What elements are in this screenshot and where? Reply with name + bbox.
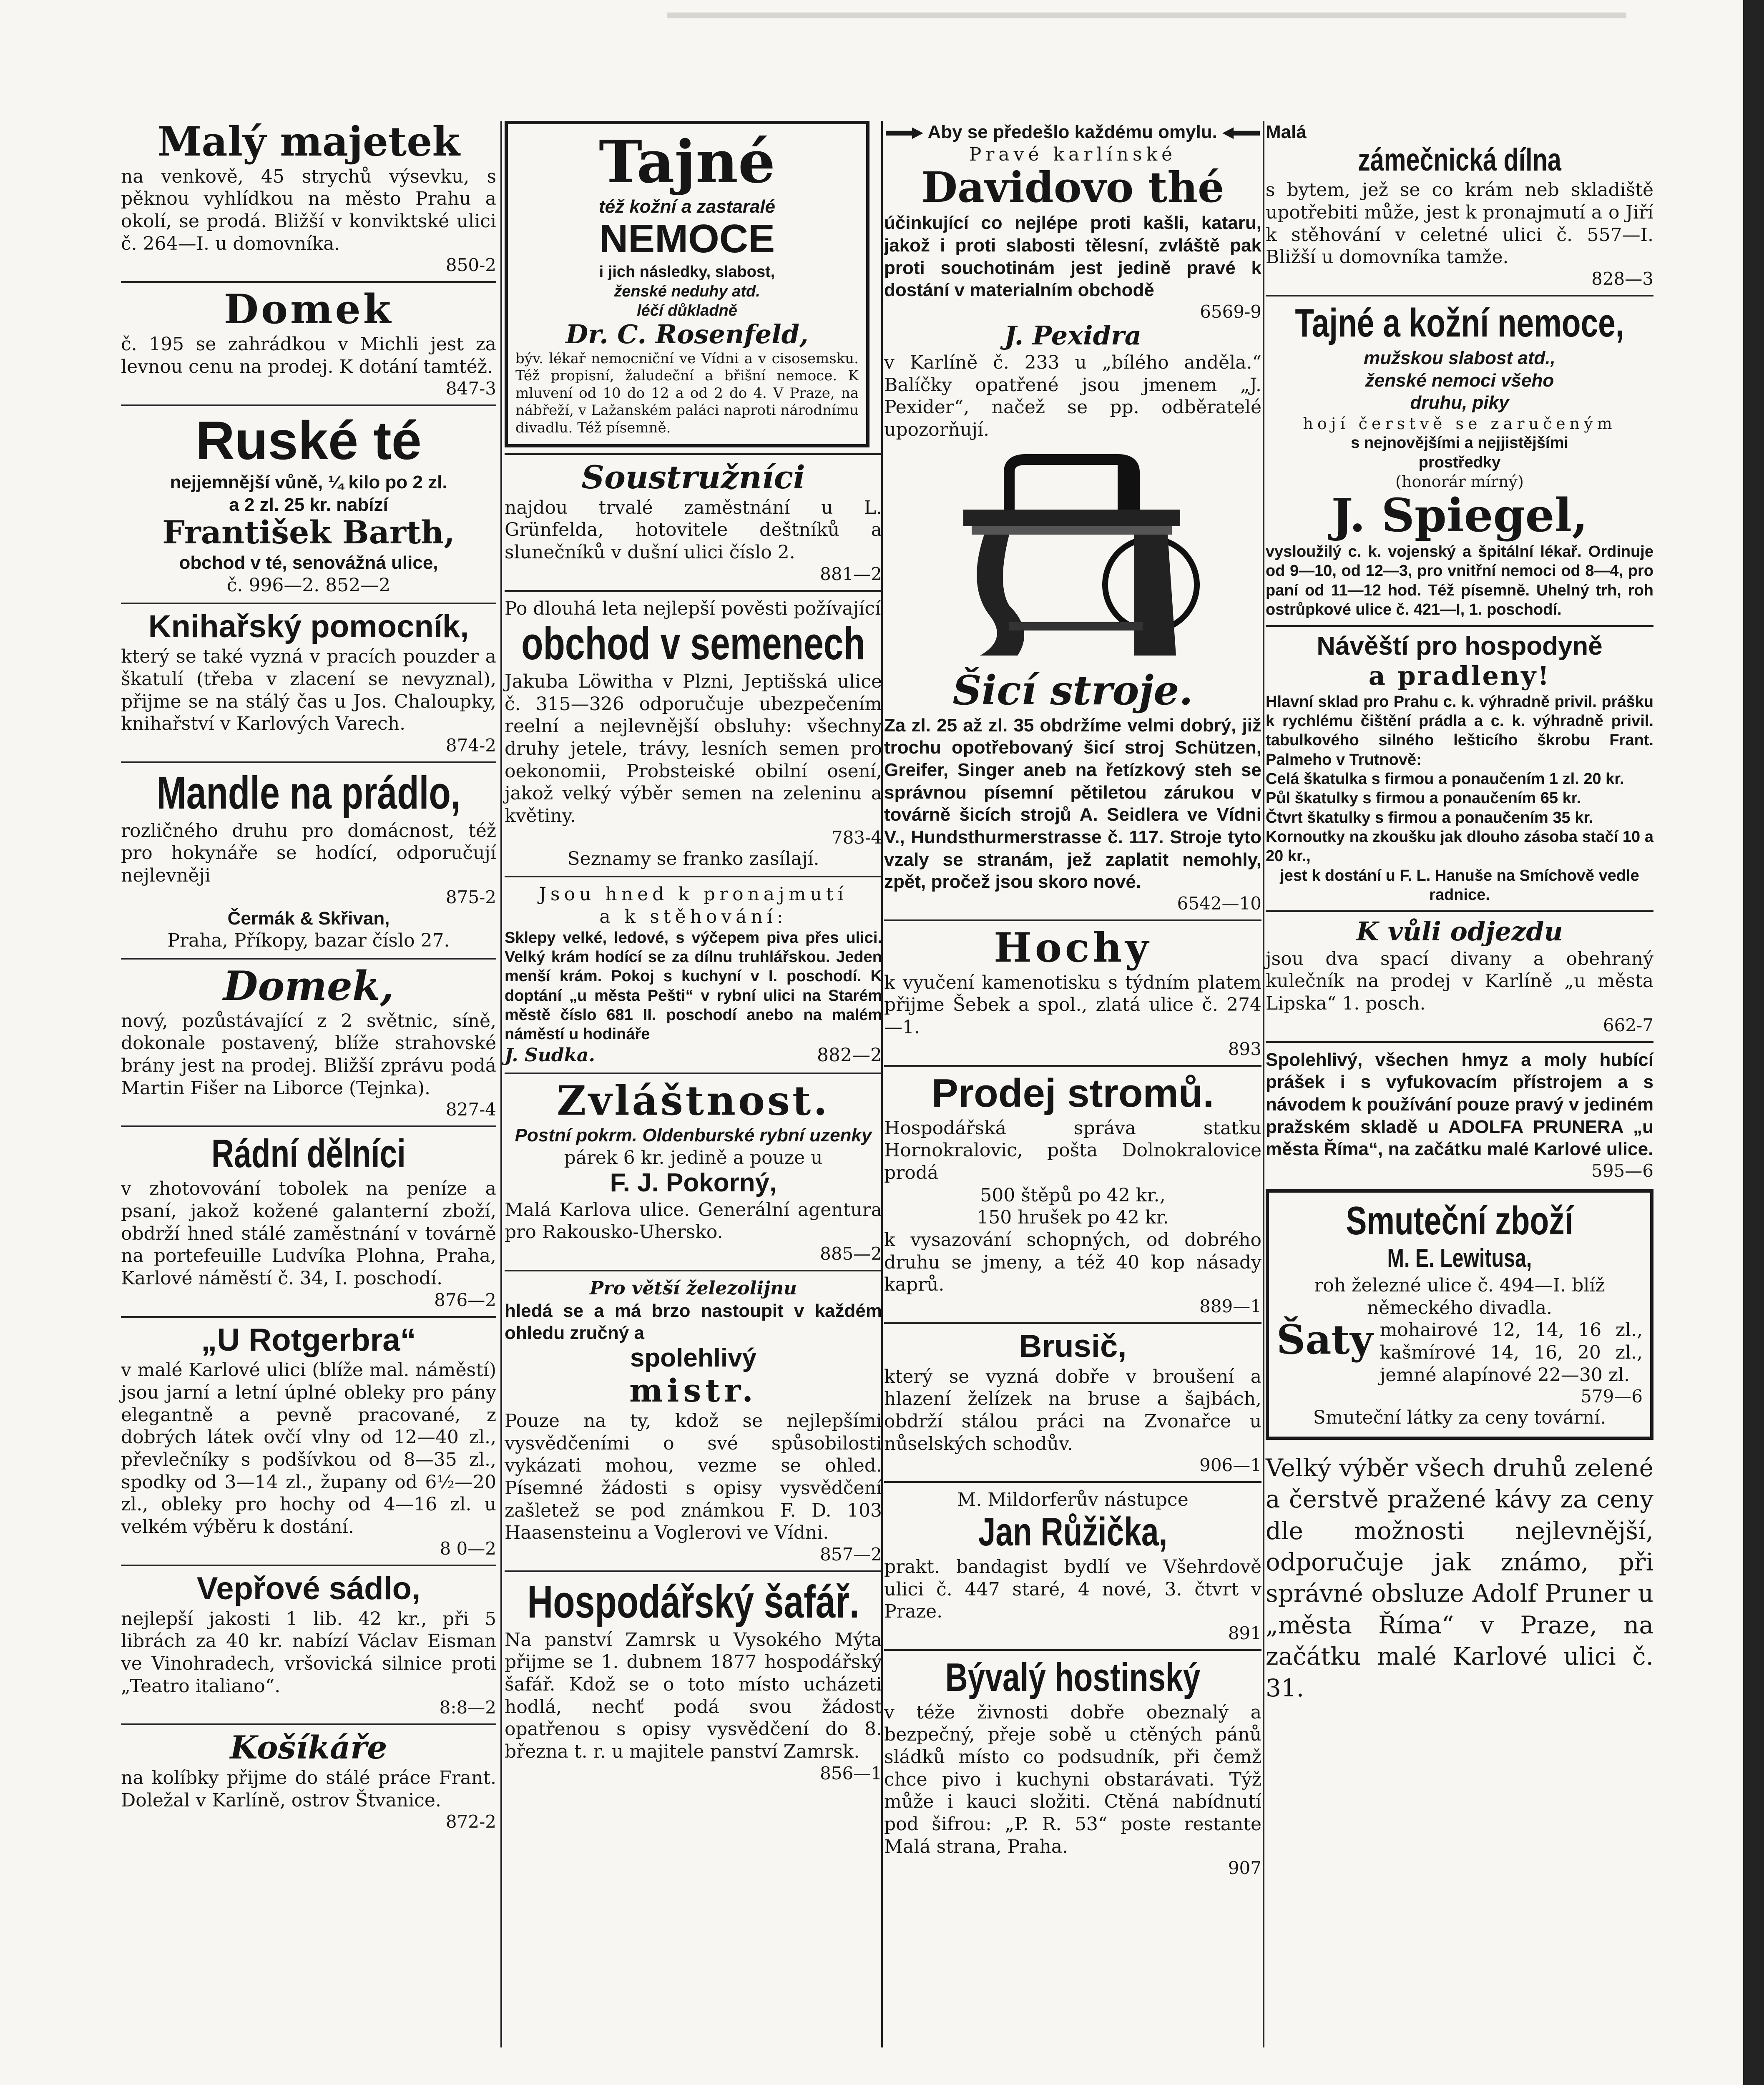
ad-text: Sklepy velké, ledové, s výčepem piva přes ulici. Velký krám hodící se za dílnu truhlářskou. Jeden menší krám. Pokoj s kuchyní v I. poschodí. K doptání „u města Pešti“ v rybní ulici na Starém městě číslo 681 II. poschodí anebo na malém náměstí u hodináře	[505, 929, 882, 1043]
ad-line	[505, 1044, 882, 1067]
ad-domek	[121, 286, 496, 399]
ad-text: Za zl. 25 až zl. 35 obdržíme velmi dobrý, již trochu opotřebovaný šicí stroj Schützen, Greifer, Singer aneb na řetízkový steh se správnou písemní pětiletou zárukou v továrně šicích strojů A. Seidlera ve Vídni V., Hundsthurmerstrasse č. 117. Stroje tyto vzaly se stranám, jež zaplatit nemohly, zpět, pročež jsou skoro nové.	[884, 715, 1261, 892]
scan-edge	[1743, 0, 1764, 2085]
ad-text: prakt. bandagist bydlí ve Všehrdově ulici č. 447 staré, 4 nové, 3. čtvrt v Praze.	[884, 1556, 1261, 1623]
ad-line: Smuteční látky za ceny tovární.	[1313, 1407, 1606, 1429]
divider	[121, 603, 496, 604]
ad-text: Na panství Zamrsk u Vysokého Mýta přijme se 1. dubnem 1877 hospodářský šafář. Kdož se o toto místo ucházeti hodlá, nechť podá svou žádost opatřenou s opisy vysvědčení do 8. března t. r. u majitele panství Zamrsk.	[505, 1629, 882, 1762]
ad-text: najdou trvalé zaměstnání u L. Grünfelda, hotovitele deštníků a slunečníků v dušní ulici číslo 2.	[505, 497, 882, 563]
ad-pronajmuti	[505, 883, 882, 1066]
ad-heading: Malý majetek	[157, 118, 460, 165]
ad-text: párek 6 kr. jedině a pouze u	[564, 1147, 823, 1168]
ad-number: 881—2	[820, 563, 882, 584]
pointing-hand-icon	[1222, 127, 1260, 139]
ad-text: účinkující co nejlépe proti kašli, kataru, jakož i proti slabosti tělesní, zvláště pak proti souchotinám jest jedině pravé k dostání v materialním obchodě	[884, 213, 1261, 301]
ad-address: č. 996—2.	[226, 574, 320, 596]
ad-subheading: M. E. Lewitusa,	[1387, 1243, 1532, 1273]
divider	[121, 1723, 496, 1725]
ad-heading: Košíkáře	[230, 1729, 387, 1766]
ad-line	[884, 121, 1261, 143]
ad-heading: Šicí stroje.	[952, 666, 1193, 714]
ad-heading: mistr.	[629, 1372, 757, 1409]
divider	[1266, 910, 1653, 912]
ad-tajne-nemoce	[505, 121, 869, 447]
ad-firm: Čermák & Skřivan,	[227, 908, 390, 929]
sewing-machine-icon	[884, 447, 1261, 664]
ad-line: hojí čerstvě se zaručeným	[1303, 414, 1616, 433]
ad-number: 828—3	[1591, 269, 1653, 289]
ad-number: 6542—10	[1177, 893, 1261, 914]
ad-number: 885—2	[820, 1243, 882, 1264]
ad-line-text: Aby se předešlo každému omylu.	[927, 122, 1217, 142]
ad-heading: Jan Růžička,	[978, 1510, 1168, 1555]
divider	[505, 453, 882, 455]
ad-text: v malé Karlové ulici (blíže mal. náměstí) jsou jarní a letní úplné obleky pro pány elegantně a pevně pracované, z dobrých látek ovčí vlny od 12—40 zl., převlečníky s podšívkou od 8—35 zl., spodky od 3—14 zl., župany od 6½—20 zl., obleky pro hochy od 4—16 zl. u velkém výběru k dostání.	[121, 1359, 496, 1538]
ad-text: na kolíbky přijme do stálé práce Frant. Doležal v Karlíně, ostrov Štvanice.	[121, 1767, 496, 1811]
ad-number: 852—2	[325, 574, 391, 596]
ad-text: v téže živnosti dobře obeznalý a bezpečný, přeje sobě u ctěných pánů sládků místo co podsudník, při čemž chce pivo i kuchyni obstarávati. Týž může i kauci složiti. Ctěná nabídnutí pod šifrou: „P. R. 53“ poste restante Malá strana, Praha.	[884, 1701, 1261, 1857]
ad-veprove-sadlo	[121, 1572, 496, 1718]
ad-zamecnicka-dilna	[1266, 121, 1653, 289]
ad-line: nejjemnější vůně, ¼ kilo po 2 zl.	[170, 472, 447, 493]
ad-kosikare	[121, 1731, 496, 1832]
ad-rotgerbr	[121, 1324, 496, 1559]
ad-prodej-stromu	[884, 1070, 1261, 1316]
ad-number: 875-2	[445, 887, 496, 907]
ad-subheading: J. Pexidra	[1004, 320, 1141, 351]
ad-number: 595—6	[1591, 1160, 1653, 1181]
ad-text: k vyučení kamenotisku s týdním platem přijme Šebek a spol., zlatá ulice č. 274—1.	[884, 972, 1261, 1038]
ad-byvaly-hostinsky	[884, 1657, 1261, 1879]
ad-text: jsou dva spací divany a obehraný kulečník na prodej v Karlíně „u města Lipska“ 1. posch.	[1266, 948, 1653, 1014]
sewing-machine-illustration	[884, 447, 1261, 664]
ad-line: prostředky	[1418, 453, 1501, 471]
ad-heading: Domek	[224, 286, 394, 333]
divider	[121, 1565, 496, 1566]
ad-number: 847-3	[445, 378, 496, 399]
ad-line: a k stěhování:	[599, 906, 787, 928]
divider	[505, 876, 882, 877]
ad-number: 579—6	[1581, 1386, 1643, 1407]
ad-heading: Mandle na prádlo,	[156, 767, 461, 819]
ad-number: 872-2	[445, 1811, 496, 1832]
ad-text: hledá se a má brzo nastoupit v každém ohledu zručný a	[505, 1300, 882, 1344]
ad-maly-majetek	[121, 118, 496, 276]
ad-brusic	[884, 1330, 1261, 1475]
ad-text: nejlepší jakosti 1 lib. 42 kr., při 5 librách za 40 kr. nabízí Václav Eisman ve Vinohradech, vršovická silnice proti „Teatro italiano“.	[121, 1608, 496, 1697]
pointing-hand-icon	[886, 127, 923, 139]
ad-text: č. 195 se zahrádkou v Michli jest za levnou cenu na prodej. K dotání tamtéž.	[121, 334, 496, 377]
ad-text: v zhotovování tobolek na peníze a psaní, jakož kožené galanterní zboží, obdrží hned stálé zaměstnání v továrně na portefeuille Ludvíka Plohna, Praha, Karlové náměstí č. 34, I. poschodí.	[121, 1178, 496, 1289]
price-row: Čtvrt škatulky s firmou a ponaučením 35 kr.	[1266, 809, 1593, 826]
ad-heading: Tajné a kožní nemoce,	[1295, 301, 1624, 346]
ad-hmyz-prasek	[1266, 1049, 1653, 1181]
ad-text: Malá Karlova ulice. Generální agentura pro Rakousko-Uhersko.	[505, 1199, 882, 1243]
ad-text: Spolehlivý, všechen hmyz a moly hubící prášek i s vyfukovacím přístrojem a s návodem k používání pouze pravý v jediném pražském skladě u ADOLFA PRUNERA „u města Říma“, na začátku malé Karlové ulice.	[1266, 1049, 1653, 1160]
ad-text: k vysazování schopných, od dobrého druhu se jmeny, a též 40 kop násady kaprů.	[884, 1229, 1261, 1296]
ad-line: ženské nemoci všeho	[1365, 370, 1554, 391]
ad-line: léčí důkladně	[637, 302, 737, 320]
divider	[884, 1065, 1261, 1067]
divider	[884, 1322, 1261, 1324]
ad-hospodarsky-safar	[505, 1578, 882, 1784]
page-top-shadow	[667, 13, 1626, 18]
ad-line: Pravé karlínské	[969, 143, 1177, 165]
ad-heading: Zvláštnost.	[557, 1077, 830, 1124]
price-row: Celá škatulka s firmou a ponaučením 1 zl. 20 kr.	[1266, 770, 1624, 788]
divider	[121, 404, 496, 406]
ad-line: Pro větší železolijnu	[590, 1278, 797, 1299]
ad-text: Hlavní sklad pro Prahu c. k. výhradně privil. prášku k rychlému čištění prádla a c. k. výhradně privil. tabulkového silného lešticího škrobu Frant. Palmeho v Trutnově:	[1266, 693, 1653, 769]
ad-number: 662-7	[1603, 1015, 1653, 1035]
divider	[505, 1570, 882, 1572]
ad-line: druhu, piky	[1410, 392, 1509, 413]
price-row: Půl škatulky s firmou a ponaučením 65 kr.	[1266, 789, 1581, 807]
ad-knihar	[121, 610, 496, 756]
ad-number: 906—1	[1199, 1455, 1261, 1476]
ad-line: 500 štěpů po 42 kr.,	[980, 1184, 1166, 1206]
column-3	[884, 121, 1261, 1884]
ad-line: 150 hrušek po 42 kr.	[977, 1207, 1169, 1228]
ad-line: Postní pokrm. Oldenburské rybní uzenky	[515, 1125, 872, 1146]
ad-text: Velký výběr všech druhů zelené a čerstvě pražené kávy za ceny dle možnosti nejlevnější, odporučuje jak známo, při správné obsluze Adolf Pruner u „města Říma“ v Praze, na začátku malé Karlové ulici č. 31.	[1266, 1453, 1653, 1702]
ad-soustruznici	[505, 458, 882, 584]
ad-line	[121, 574, 496, 597]
divider	[121, 1125, 496, 1127]
ad-davidovo-the	[884, 121, 1261, 441]
ad-heading: Ruské té	[196, 409, 422, 471]
price-row: Kornoutky na zkoušku jak dlouho zásoba stačí 10 a 20 kr.,	[1266, 828, 1653, 865]
ad-semena	[505, 598, 882, 870]
ad-text: Jakuba Löwitha v Plzni, Jeptišská ulice č. 315—326 odporučuje ubezpečením reelní a nejlevnější obsluhy: všechny druhy jetele, trávy, lesních semen pro oekonomii, Probsteiské obilní osení, jakož velký výběr semen na zeleninu a květiny.	[505, 671, 882, 826]
divider	[1266, 625, 1653, 627]
ad-line: i jich následky, slabost,	[599, 263, 775, 281]
ad-text: nový, pozůstávající z 2 světnic, síně, dokonale postavený, blíže strahovské brány jest na prodej. Bližší zprávu podá Martin Fišer na Liborce (Tejnka).	[121, 1010, 496, 1099]
ad-kava-pruner	[1266, 1452, 1653, 1704]
ad-line: Seznamy se franko zasílají.	[567, 848, 819, 869]
ad-spiegel	[1266, 302, 1653, 619]
ad-heading: Tajné	[598, 128, 775, 196]
ad-navesti-hospodyne	[1266, 633, 1653, 904]
divider	[884, 1649, 1261, 1651]
ad-subheading: spolehlivý	[630, 1344, 757, 1373]
ad-number: 907	[1228, 1858, 1261, 1879]
ad-text: s bytem, jež se co krám neb skladiště upotřebiti může, jest k pronajmutí a o Jiří k stěhování v celetné ulici č. 557—I. Bližší u domovníka tamže.	[1266, 179, 1653, 268]
ad-heading: Davidovo thé	[921, 163, 1224, 212]
column-2	[505, 121, 882, 1789]
ad-number: 891	[1228, 1623, 1261, 1643]
ad-line: mužskou slabost atd.,	[1364, 347, 1555, 368]
ad-text: rozličného druhu pro domácnost, též pro hokynáře se hodící, odporučují nejlevněji	[121, 820, 496, 886]
column-rule-3	[1263, 121, 1264, 2047]
ad-line: s nejnovějšími a nejjistějšími	[1351, 434, 1568, 452]
ad-text: býv. lékař nemocniční ve Vídni a v cisosemsku. Též propisní, žaludeční a břišní nemoce. K mluvení od 10 do 12 a od 2 do 4. V Praze, na nábřeží, v Lažanském paláci naproti národnímu divadlu. Též písemně.	[515, 350, 859, 436]
divider	[1266, 295, 1653, 296]
ad-text: Hospodářská správa statku Hornokralovic, pošta Dolnokralovice prodá	[884, 1117, 1261, 1183]
ad-number: 8:8—2	[439, 1697, 496, 1718]
ad-text: v Karlíně č. 233 u „bílého anděla.“ Balíčky opatřené jsou jmenem „J. Pexider“, načež se pp. odběratelé upozorňují.	[884, 352, 1261, 441]
ad-number: 856—1	[820, 1763, 882, 1784]
ad-sici-stroje	[884, 666, 1261, 914]
ad-number: 783-4	[831, 827, 882, 848]
ad-text: roh železné ulice č. 494—I. blíž německého divadla.	[1314, 1274, 1605, 1319]
ad-line: též kožní a zastaralé	[598, 196, 776, 217]
divider	[505, 1270, 882, 1271]
ad-ruske-te	[121, 409, 496, 597]
ad-price-heading: Šaty	[1277, 1316, 1373, 1364]
ad-number: 882—2	[817, 1044, 882, 1066]
ad-number: 874-2	[445, 735, 496, 756]
ad-heading: Bývalý hostinský	[945, 1655, 1201, 1700]
ad-hochy	[884, 924, 1261, 1059]
ad-heading: Brusič,	[1019, 1328, 1127, 1364]
ad-heading: Rádní dělníci	[211, 1131, 406, 1176]
ad-radni-delnici	[121, 1133, 496, 1310]
ad-number: 8 0—2	[440, 1538, 496, 1559]
divider	[121, 958, 496, 960]
divider	[121, 1316, 496, 1318]
divider	[884, 919, 1261, 921]
column-rule-1	[500, 121, 502, 2047]
divider	[121, 761, 496, 763]
ad-subheading: František Barth,	[162, 514, 455, 551]
ad-text: na venkově, 45 strychů výsevku, s pěknou vyhlídkou na město Prahu a okolí, se prodá. Bližší v konviktské ulici č. 264—I. u domovníka.	[121, 166, 496, 254]
ad-number: 850-2	[445, 255, 496, 276]
ad-number: 6569-9	[1200, 301, 1261, 322]
ad-heading: Domek,	[223, 962, 394, 1010]
ad-heading: obchod v semenech	[521, 618, 865, 670]
ad-jan-ruzicka	[884, 1489, 1261, 1643]
ad-number: 827-4	[445, 1099, 496, 1120]
ad-heading: Prodej stromů.	[931, 1070, 1214, 1115]
ad-subheading: J. Spiegel,	[1331, 488, 1588, 543]
ad-line: Po dlouhá leta nejlepší pověsti požívající	[505, 598, 881, 619]
ad-subheading: a pradleny!	[1368, 661, 1551, 691]
ad-heading: Vepřové sádlo,	[196, 1570, 421, 1606]
ad-mandle	[121, 769, 496, 952]
divider	[505, 1073, 882, 1074]
ad-text: vysloužilý c. k. vojenský a špitální lékař. Ordinuje od 9—10, od 12—3, pro vnitřní nemoci od 8—4, pro paní od 11—12 hod. Též písemně. Uhelný trh, roh ostrůpkové ulice č. 421—I, 1. poschodí.	[1266, 543, 1653, 618]
ad-heading: „U Rotgerbra“	[201, 1322, 416, 1358]
ad-text: mohairové 12, 14, 16 zl., kašmírové 14, 16, 20 zl., jemné alapínové 22—30 zl.	[1380, 1319, 1643, 1386]
ad-heading: Návěští pro hospodyně	[1317, 632, 1603, 661]
ad-line: jest k dostání u F. L. Hanuše na Smíchově vedle radnice.	[1280, 867, 1639, 904]
ad-doctor-name: Dr. C. Rosenfeld,	[565, 319, 809, 349]
ad-domek-2	[121, 962, 496, 1120]
divider	[505, 590, 882, 592]
divider	[1266, 1041, 1653, 1043]
ad-heading: Knihařský pomocník,	[148, 608, 469, 644]
ad-line: Malá	[1266, 122, 1307, 142]
ad-text: který se také vyzná v pracích pouzder a škatulí (třeba v zlacení se nevyznal), přijme se na stálý čas u Jos. Chaloupky, knihařství v Karlových Varech.	[121, 646, 496, 735]
ad-line: a 2 zl. 25 kr. nabízí	[229, 494, 388, 515]
ad-line: ženské neduhy atd.	[614, 282, 760, 300]
ad-line: obchod v té, senovážná ulice,	[179, 553, 438, 573]
divider	[121, 281, 496, 283]
ad-heading: Smuteční zboží	[1346, 1198, 1573, 1243]
ad-subheading: NEMOCE	[599, 216, 775, 261]
ad-mistr	[505, 1277, 882, 1565]
ad-text: který se vyzná dobře v broušení a hlazení želízek na bruse a šajbách, obdrží stálou práci na Zvonařce u nůselských schodův.	[884, 1366, 1261, 1454]
ad-number: 876—2	[434, 1289, 496, 1310]
ad-price-block	[1277, 1316, 1643, 1386]
divider	[884, 1481, 1261, 1483]
ad-heading: Soustružníci	[581, 458, 805, 496]
ad-line: (honorár mírný)	[1395, 472, 1524, 491]
ad-k-vuli-odjezdu	[1266, 918, 1653, 1035]
ad-address: Praha, Příkopy, bazar číslo 27.	[167, 930, 450, 952]
ad-zvlastnost	[505, 1077, 882, 1264]
ad-heading: K vůli odjezdu	[1356, 916, 1563, 947]
column-4	[1266, 121, 1653, 1710]
ad-number: 857—2	[820, 1544, 882, 1565]
ad-heading: Hospodářský šafář.	[527, 1576, 859, 1628]
ad-heading: zámečnická dílna	[1358, 142, 1561, 178]
column-1	[121, 118, 496, 1838]
ad-heading: Hochy	[994, 924, 1152, 971]
ad-number: 889—1	[1199, 1296, 1261, 1316]
ad-number: 893	[1228, 1038, 1261, 1059]
ad-line: Jsou hned k pronajmutí	[539, 884, 848, 905]
ad-signature: J. Sudka.	[505, 1044, 595, 1066]
ad-text: Pouze na ty, kdož se nejlepšími vysvědčeními o své spůsobilosti vykázati mohou, vezme se ohled. Písemné žádosti s opisy vysvědčení zašletež se pod známkou F. D. 103 Haasensteinu a Voglerovi ve Vídni.	[505, 1410, 882, 1544]
ad-subheading: F. J. Pokorný,	[610, 1168, 777, 1197]
ad-smutecni-zbozi	[1266, 1189, 1653, 1440]
ad-line: M. Mildorferův nástupce	[957, 1489, 1189, 1511]
